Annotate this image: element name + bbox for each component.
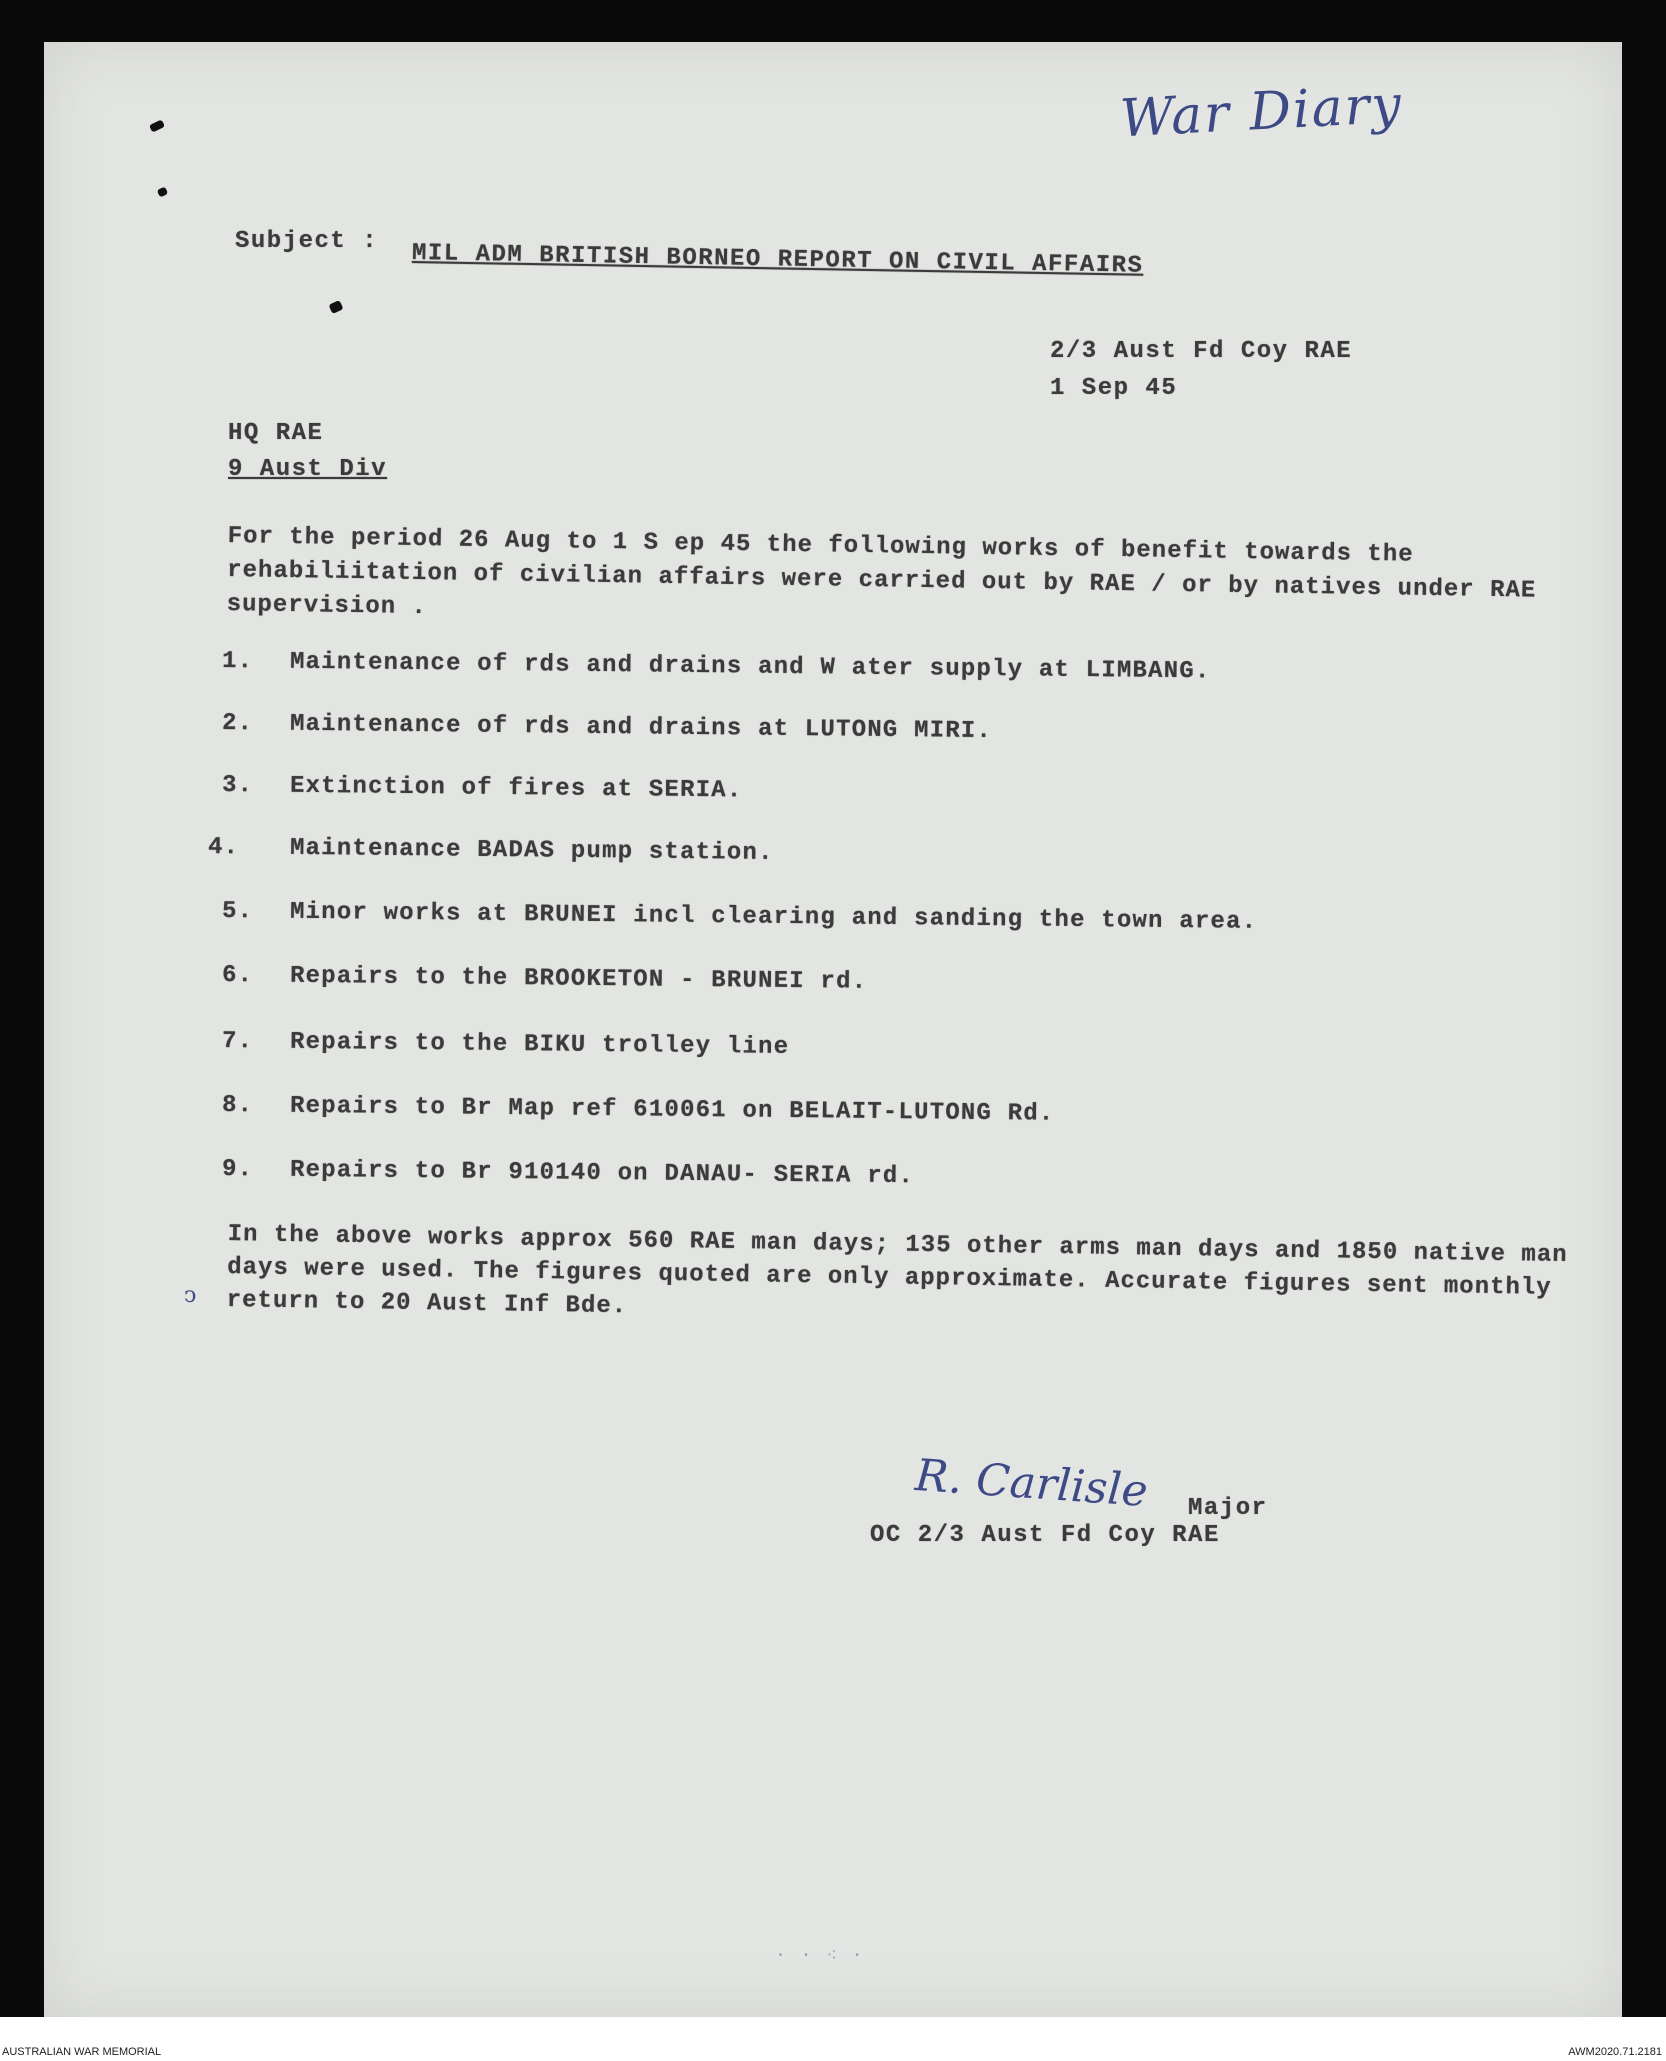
signatory-title: OC 2/3 Aust Fd Coy RAE [870,1522,1220,1549]
intro-paragraph: For the period 26 Aug to 1 S ep 45 the following works of benefit towards the rehabiliitation of civilian affairs were carried out by RAE / or by natives under RAE supervision . [226,522,1537,622]
list-item: 2. Maintenance of rds and drains at LUTONG MIRI. [221,710,993,746]
list-item: 9. Repairs to Br 910140 on DANAU- SERIA rd. [221,1156,915,1191]
footer-accession: AWM2020.71.2181 [1568,2046,1662,2058]
margin-mark: ↄ [184,1283,197,1308]
from-date: 1 Sep 45 [1050,375,1178,402]
footer-bar [0,2017,1666,2061]
from-unit: 2/3 Aust Fd Coy RAE [1050,338,1353,365]
addressee-line-2: 9 Aust Div [228,456,388,483]
faint-stamp: · · ⁖ · [775,1945,865,1966]
handwritten-signature: R. Carlisle [913,1449,1150,1518]
closing-paragraph: In the above works approx 560 RAE man days; 135 other arms man days and 1850 native man days were used. The figures quoted are only approximate. Accurate figures sent monthly return to 20 Aust Inf Bde. [226,1220,1568,1321]
list-item: 1. Maintenance of rds and drains and W ater supply at LIMBANG. [221,648,1211,686]
list-item: 4. Maintenance BADAS pump station. [207,834,774,867]
subject-text: MIL ADM BRITISH BORNEO REPORT ON CIVIL AFFAIRS [411,240,1144,280]
footer-credit: AUSTRALIAN WAR MEMORIAL [2,2046,162,2058]
list-item: 5. Minor works at BRUNEI incl clearing and sanding the town area. [221,898,1258,936]
list-item: 8. Repairs to Br Map ref 610061 on BELAIT-LUTONG Rd. [221,1092,1055,1128]
list-item: 3. Extinction of fires at SERIA. [221,772,743,805]
addressee-line-1: HQ RAE [228,420,324,447]
signatory-rank: Major [1188,1495,1268,1522]
list-item: 6. Repairs to the BROOKETON - BRUNEI rd. [221,962,868,996]
war-diary-annotation: War Diary [1118,74,1405,150]
list-item: 7. Repairs to the BIKU trolley line [221,1028,790,1061]
subject-label: Subject : [235,228,379,255]
